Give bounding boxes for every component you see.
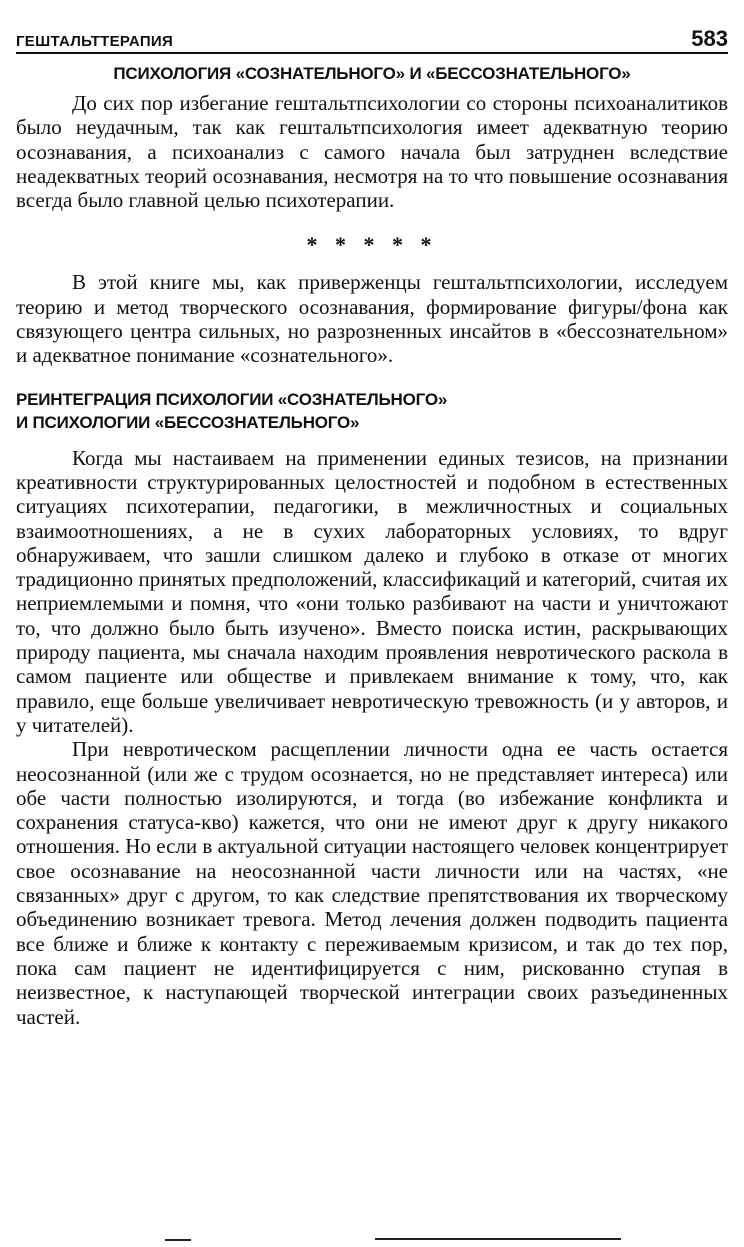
- footer-mark-short: [165, 1239, 191, 1241]
- asterisk-separator: * * * * *: [306, 232, 438, 258]
- paragraph-psychoanalysis: До сих пор избегание гештальтпсихологии со стороны психоаналитиков было неудачным, так как гештальтпсихология имеет адекватную теорию осознавания, а психоанализ с самого начала был затруднен вследствие неадекватных теорий осознавания, несмотря на то что повышение осознавания всегда было главной целью психотерапии.: [16, 91, 728, 213]
- paragraph-book-aim: В этой книге мы, как приверженцы гештальтпсихологии, исследуем теорию и метод творческого осознавания, формирование фигуры/фона как связующего центра сильных, но разрозненных инсайтов в «бессознательном» и адекватное понимание «сознательного».: [16, 270, 728, 368]
- page-number: 583: [691, 26, 728, 51]
- heading-line-1: РЕИНТЕГРАЦИЯ ПСИХОЛОГИИ «СОЗНАТЕЛЬНОГО»: [16, 389, 448, 409]
- heading-line-2: И ПСИХОЛОГИИ «БЕССОЗНАТЕЛЬНОГО»: [16, 412, 360, 432]
- paragraph-neurotic-split: При невротическом расщеплении личности одна ее часть остается неосознанной (или же с трудом осознается, но не представляет интереса) или обе части полностью изолируются, и тогда (во избежание конфликта и сохранения статуса-кво) кажется, что они не имеют друг к другу никакого отношения. Но если в актуальной ситуации настоящего человек концентрирует свое осознавание на неосознанной части личности или на частях, «не связанных» друг с другом, то как следствие препятствования их творческому объединению возникает тревога. Метод лечения должен подводить пациента все ближе и ближе к контакту с переживаемым кризисом, и так до тех пор, пока сам пациент не идентифицируется с ним, рискованно ступая в неизвестное, к наступающей творческой интеграции своих разъединенных частей.: [16, 737, 728, 1029]
- running-title: ГЕШТАЛЬТТЕРАПИЯ: [16, 33, 174, 50]
- paragraph-unified-theses: Когда мы настаиваем на применении единых тезисов, на признании креативности структурированных целостностей и подобном в естественных ситуациях психотерапии, педагогики, в межличностных и социальных взаимоотношениях, а не в сухих лабораторных условиях, то вдруг обнаруживаем, что зашли слишком далеко и глубоко в отказе от многих традиционно принятых предположений, классификаций и категорий, считая их неприемлемыми и помня, что «они только разбивают на части и уничтожают то, что должно было быть изучено». Вместо поиска истин, раскрывающих природу пациента, мы сначала находим проявления невротического раскола в самом пациенте или обществе и привлекаем внимание к тому, что, как правило, еще больше увеличивает невротическую тревожность (и у авторов, и у читателей).: [16, 445, 728, 737]
- running-header: [16, 28, 728, 54]
- section-heading-reintegration: [16, 388, 728, 434]
- footer-rule: [0, 1238, 744, 1244]
- footer-mark-long: [375, 1238, 621, 1240]
- book-page: [16, 28, 728, 1029]
- section-heading-consciousness: ПСИХОЛОГИЯ «СОЗНАТЕЛЬНОГО» И «БЕССОЗНАТЕЛЬНОГО»: [113, 64, 631, 83]
